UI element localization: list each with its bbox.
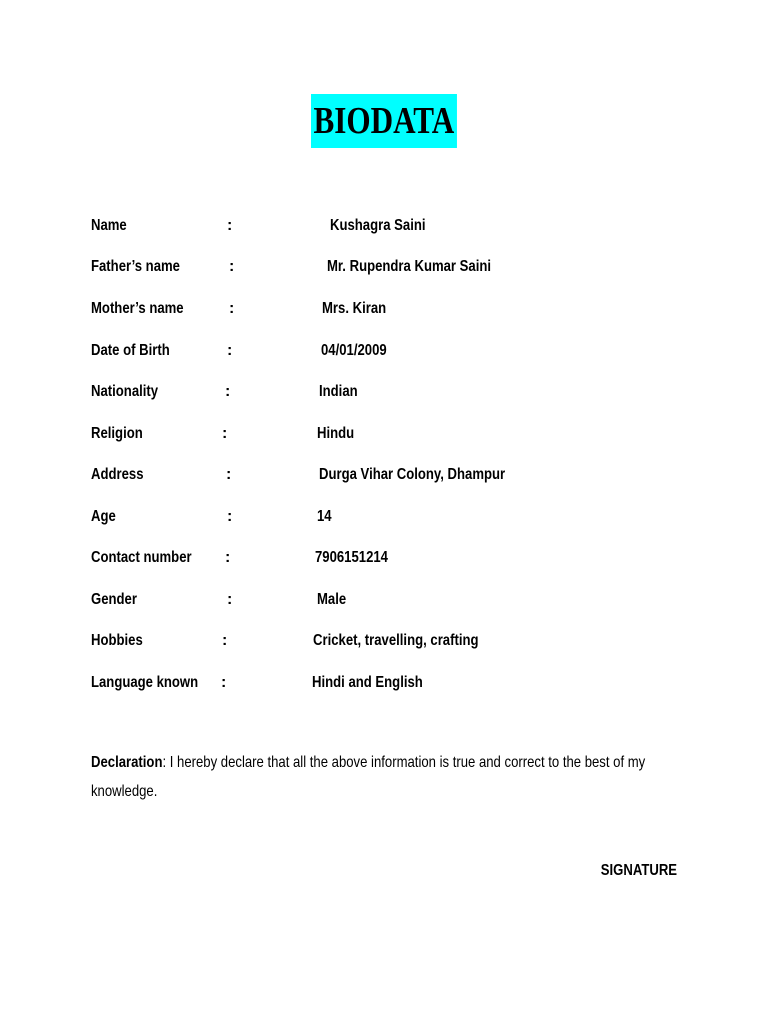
- field-row-language-known: [0, 670, 768, 696]
- field-value: Mr. Rupendra Kumar Saini: [327, 258, 492, 275]
- field-label: Name: [91, 217, 127, 234]
- declaration-label: Declaration: [91, 754, 163, 771]
- field-label: Gender: [91, 591, 137, 608]
- field-label: Contact number: [91, 549, 192, 566]
- field-value: Male: [317, 591, 347, 608]
- field-colon: :: [227, 342, 233, 359]
- field-colon: :: [229, 300, 235, 317]
- signature-label: SIGNATURE: [600, 862, 677, 879]
- field-value: 14: [317, 508, 332, 525]
- page-title: BIODATA: [311, 94, 457, 148]
- field-row-name: [0, 213, 768, 239]
- field-value: Cricket, travelling, crafting: [313, 632, 479, 649]
- field-colon: :: [229, 258, 235, 275]
- field-row-address: [0, 462, 768, 488]
- field-value: Mrs. Kiran: [322, 300, 387, 317]
- field-colon: :: [222, 425, 228, 442]
- title-container: [0, 94, 768, 148]
- field-value: Indian: [319, 383, 358, 400]
- field-colon: :: [226, 466, 232, 483]
- field-colon: :: [225, 549, 231, 566]
- field-value: 7906151214: [315, 549, 388, 566]
- field-label: Hobbies: [91, 632, 143, 649]
- field-colon: :: [227, 508, 233, 525]
- field-label: Mother’s name: [91, 300, 184, 317]
- field-label: Language known: [91, 674, 199, 691]
- field-value: Hindu: [317, 425, 355, 442]
- field-colon: :: [221, 674, 227, 691]
- field-row-mothers-name: [0, 296, 768, 322]
- field-label: Father’s name: [91, 258, 180, 275]
- field-colon: :: [222, 632, 228, 649]
- field-row-contact-number: [0, 545, 768, 571]
- field-row-date-of-birth: [0, 338, 768, 364]
- field-row-nationality: [0, 379, 768, 405]
- field-label: Age: [91, 508, 116, 525]
- declaration-paragraph: [91, 748, 665, 806]
- field-colon: :: [225, 383, 231, 400]
- field-label: Address: [91, 466, 144, 483]
- field-row-gender: [0, 587, 768, 613]
- declaration-text: : I hereby declare that all the above information is true and correct to the best of my knowledge.: [91, 754, 646, 800]
- field-value: Kushagra Saini: [330, 217, 426, 234]
- field-row-age: [0, 504, 768, 530]
- field-label: Nationality: [91, 383, 159, 400]
- field-label: Date of Birth: [91, 342, 170, 359]
- field-label: Religion: [91, 425, 143, 442]
- field-row-fathers-name: [0, 254, 768, 280]
- field-value: Hindi and English: [312, 674, 423, 691]
- field-colon: :: [227, 591, 233, 608]
- field-row-religion: [0, 421, 768, 447]
- field-value: Durga Vihar Colony, Dhampur: [319, 466, 506, 483]
- field-value: 04/01/2009: [321, 342, 387, 359]
- field-row-hobbies: [0, 628, 768, 654]
- field-colon: :: [227, 217, 233, 234]
